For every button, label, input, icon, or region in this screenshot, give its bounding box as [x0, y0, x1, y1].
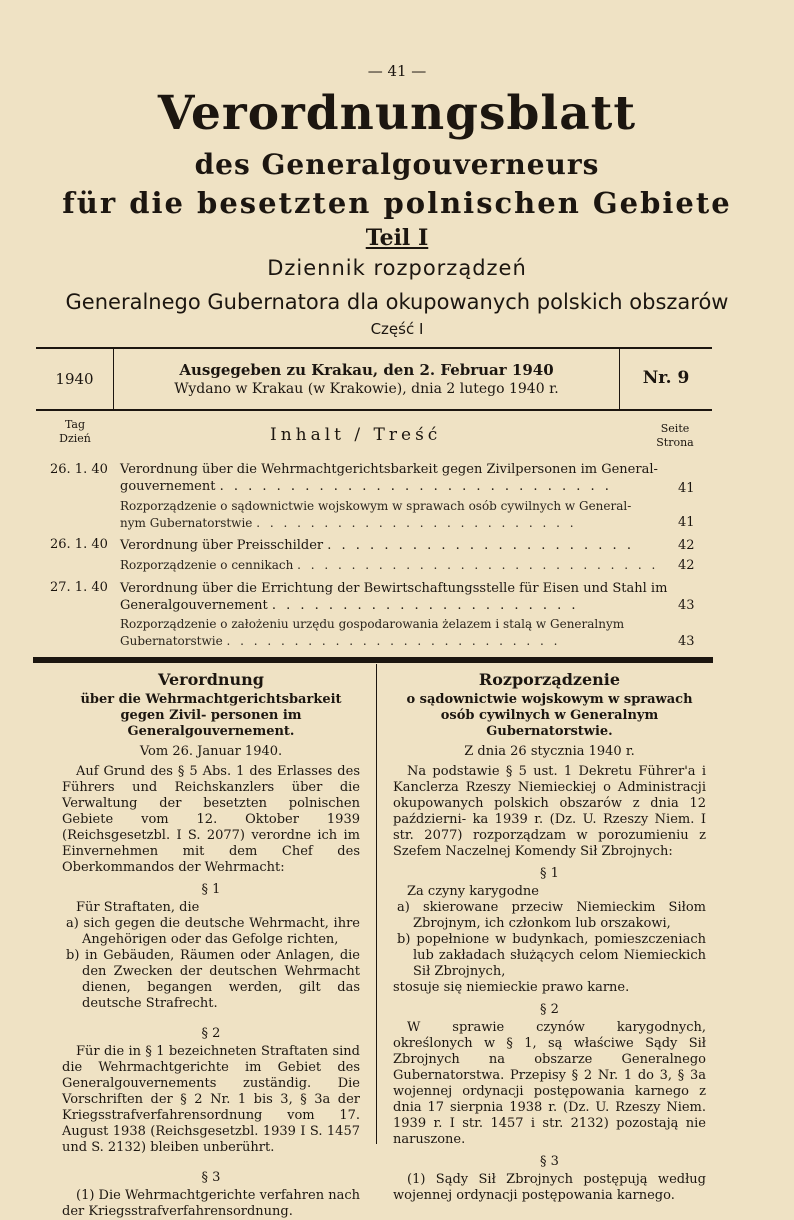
part-polish: Część I	[370, 320, 424, 338]
entry-text: nym Gubernatorstwie	[120, 516, 253, 530]
dzien-label: Dzień	[59, 432, 91, 445]
german-s1-intro: Für Straftaten, die	[76, 900, 200, 915]
subtitle-german-1: des Generalgouverneurs	[194, 148, 600, 181]
tag-label: Tag	[64, 418, 86, 431]
entry-date: 27. 1. 40	[50, 580, 108, 595]
german-section-1: § 1	[201, 882, 221, 897]
entry-text: Rozporządzenie o cennikach	[120, 558, 294, 572]
german-subheading: über die Wehrmachtgerichtsbarkeit gegen Zivil- personen im Generalgouvernement.	[80, 692, 342, 739]
entry-page: 42	[678, 538, 695, 553]
german-s1-a: a) sich gegen die deutsche Wehrmacht, ihre Angehörigen oder das Gefolge richten,	[66, 916, 360, 947]
entry-text: gouvernement	[120, 479, 216, 494]
entry-page: 41	[678, 481, 695, 496]
german-date: Vom 26. Januar 1940.	[139, 744, 283, 759]
entry-page: 42	[678, 558, 695, 573]
polish-section-2: § 2	[540, 1002, 559, 1017]
german-s2-text: Für die in § 1 bezeichneten Straftaten sind die Wehrmachtgerichte im Gebiet des Generalgouvernements zuständig. Die Vorschriften der § 2 Nr. 1 bis 3, § 3a der Kriegsstrafverfahrensordnung vom 17. August 1938 (Reichsgesetzbl. 1939 I S. 1457 und S. 2132) bleiben unberührt.	[62, 1044, 360, 1155]
polish-s1-b: b) popełnione w budynkach, pomieszczeniach lub zakładach służących celom Niemieckich Sił Zbrojnych,	[397, 932, 706, 979]
polish-s2-text: W sprawie czynów karygodnych, określonych w § 1, są właściwe Sądy Sił Zbrojnych na obszarze Generalnego Gubernatorstwa. Przepisy § 2 Nr. 1 do 3, § 3a wojennej ordynacji postępowania karnego z dnia 17 sierpnia 1938 r. (Dz. U. Rzeszy Niem. 1939 r. I str. 1457 i str. 2132) pozostają nie naruszone.	[393, 1020, 706, 1147]
column-divider	[376, 664, 377, 1144]
seite-label: Seite	[660, 422, 690, 435]
entry-date: 26. 1. 40	[50, 462, 108, 477]
title-polish: Dziennik rozporządzeń	[267, 256, 527, 280]
contents-entry-de: Verordnung über die Wehrmachtgerichtsbarkeit gegen Zivilpersonen im General- gouvernement . . . . . . . . . . . . . . . . . . . . . . . . . . . .	[120, 461, 668, 495]
entry-text: Verordnung über die Wehrmachtgerichtsbarkeit gegen Zivilpersonen im General-	[120, 462, 658, 477]
entry-text: Generalgouvernement	[120, 598, 268, 613]
subtitle-polish: Generalnego Gubernatora dla okupowanych polskich obszarów	[65, 290, 729, 314]
german-s3-text: (1) Die Wehrmachtgerichte verfahren nach der Kriegsstrafverfahrensordnung.	[62, 1188, 360, 1219]
german-s1-b: b) in Gebäuden, Räumen oder Anlagen, die den Zwecken der deutschen Wehrmacht dienen, begangen werden, gilt das deutsche Strafrecht.	[66, 948, 360, 1011]
german-section-3: § 3	[201, 1170, 221, 1185]
entry-text: Gubernatorstwie	[120, 634, 223, 648]
entry-text: Verordnung über Preisschilder	[120, 538, 324, 553]
section-divider	[33, 657, 713, 663]
polish-preamble: Na podstawie § 5 ust. 1 Dekretu Führer'a i Kanclerza Rzeszy Niemieckiej o Administracji okupowanych polskich obszarów z dnia 12 październi- ka 1939 r. (Dz. U. Rzeszy Niem. I str. 2077) rozporządzam w porozumieniu z Szefem Naczelnej Komendy Sił Zbrojnych:	[393, 764, 706, 859]
entry-page: 41	[678, 515, 695, 530]
page-number: — 41 —	[367, 62, 427, 80]
title-german: Verordnungsblatt	[157, 86, 637, 141]
contents-entry-de: Verordnung über Preisschilder . . . . . . . . . . . . . . . . . . . . . .	[120, 538, 634, 553]
german-preamble: Auf Grund des § 5 Abs. 1 des Erlasses des Führers und Reichskanzlers über die Verwaltung der besetzten polnischen Gebiete vom 12. Oktober 1939 (Reichsgesetzbl. I S. 2077) verordne ich im Einvernehmen mit dem Chef des Oberkommandos der Wehrmacht:	[62, 764, 360, 875]
polish-section-1: § 1	[540, 866, 559, 881]
entry-page: 43	[678, 634, 695, 649]
issued-polish: Wydano w Krakau (w Krakowie), dnia 2 lutego 1940 r.	[174, 381, 559, 397]
contents-title: Inhalt / Treść	[270, 425, 442, 445]
polish-column	[393, 672, 706, 1204]
issue-year: 1940	[55, 370, 94, 388]
issue-number: Nr. 9	[642, 368, 690, 388]
day-column-header	[50, 418, 100, 446]
entry-date: 26. 1. 40	[50, 537, 108, 552]
german-column	[62, 672, 360, 1220]
contents-entry-pl: Rozporządzenie o założeniu urzędu gospodarowania żelazem i stalą w Generalnym Gubernatorstwie . . . . . . . . . . . . . . . . . . . . . . . . .	[120, 616, 668, 650]
contents-entry-de: Verordnung über die Errichtung der Bewirtschaftungsstelle für Eisen und Stahl im Generalgouvernement . . . . . . . . . . . . . . . . . . . . . .	[120, 581, 668, 613]
entry-text: Rozporządzenie o sądownictwie wojskowym w sprawach osób cywilnych w General-	[120, 499, 632, 513]
polish-s1-intro: Za czyny karygodne	[407, 884, 539, 899]
polish-s1-a: a) skierowane przeciw Niemieckim Siłom Zbrojnym, ich członkom lub orszakowi,	[397, 900, 706, 931]
polish-section-3: § 3	[540, 1154, 559, 1169]
page-column-header	[630, 422, 720, 450]
polish-s3-text: (1) Sądy Sił Zbrojnych postępują według wojennej ordynacji postępowania karnego.	[393, 1172, 706, 1203]
issued-german: Ausgegeben zu Krakau, den 2. Februar 1940	[179, 361, 554, 379]
polish-subheading: o sądownictwie wojskowym w sprawach osób cywilnych w Generalnym Gubernatorstwie.	[406, 692, 693, 739]
polish-heading: Rozporządzenie	[478, 670, 621, 689]
issue-box	[36, 347, 712, 411]
contents-entry-pl: Rozporządzenie o cennikach . . . . . . . . . . . . . . . . . . . . . . . . . . .	[120, 558, 659, 572]
strona-label: Strona	[656, 436, 694, 449]
entry-text: Rozporządzenie o założeniu urzędu gospodarowania żelazem i stalą w Generalnym	[120, 617, 625, 631]
polish-date: Z dnia 26 stycznia 1940 r.	[464, 744, 635, 759]
contents-entry-pl: Rozporządzenie o sądownictwie wojskowym w sprawach osób cywilnych w General- nym Gubernatorstwie . . . . . . . . . . . . . . . . . . . . . . . .	[120, 498, 668, 532]
part-german: Teil I	[365, 225, 429, 251]
german-section-2: § 2	[201, 1026, 221, 1041]
german-heading: Verordnung	[158, 670, 264, 689]
entry-page: 43	[678, 598, 695, 613]
polish-s1-end: stosuje się niemieckie prawo karne.	[393, 980, 630, 995]
subtitle-german-2: für die besetzten polnischen Gebiete	[62, 186, 732, 220]
entry-text: Verordnung über die Errichtung der Bewirtschaftungsstelle für Eisen und Stahl im	[120, 581, 668, 596]
